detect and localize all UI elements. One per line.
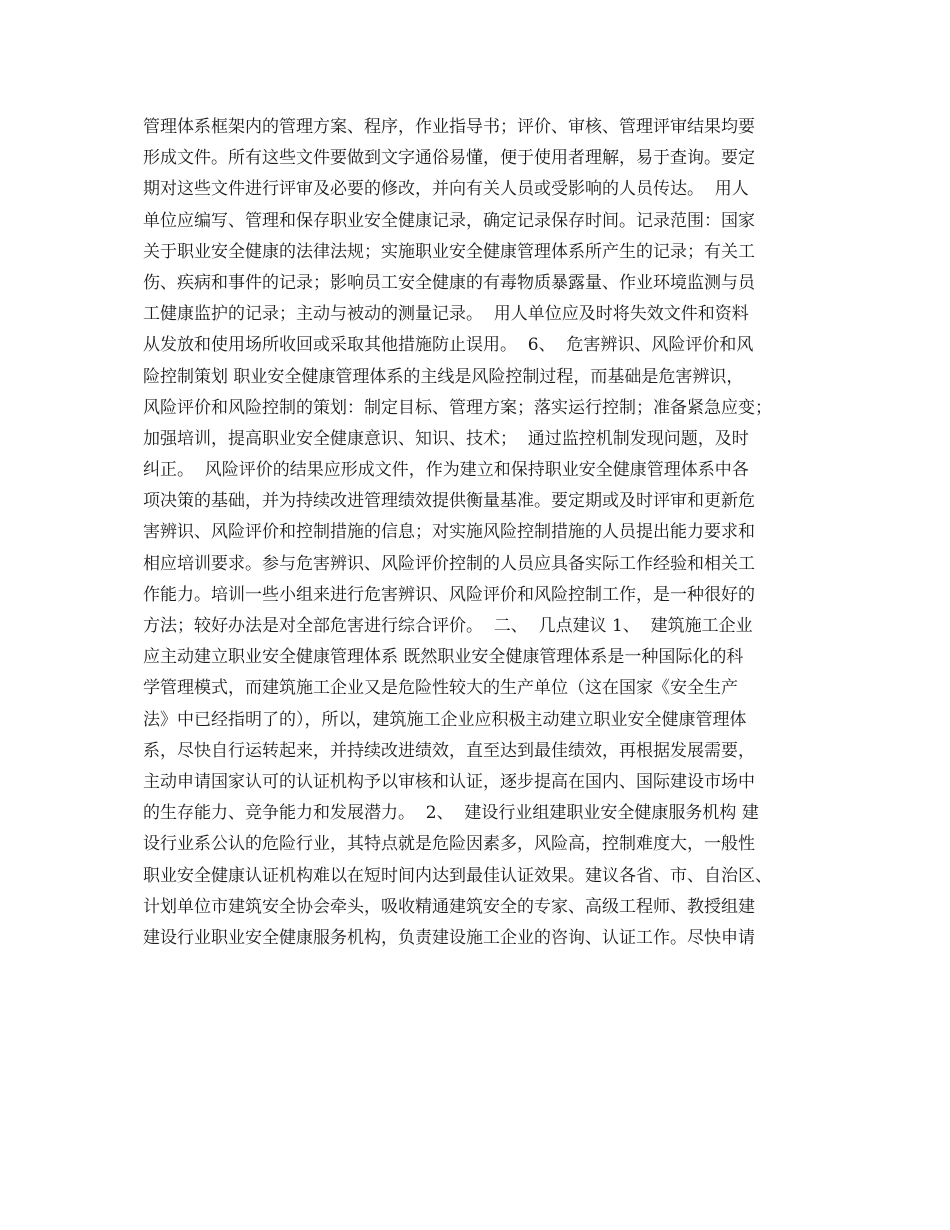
text-line: 伤、疾病和事件的记录；影响员工安全健康的有毒物质暴露量、作业环境监测与员 xyxy=(143,272,755,293)
text-line: 纠正。 风险评价的结果应形成文件，作为建立和保持职业安全健康管理体系中各 xyxy=(143,460,749,481)
text-line: 系，尽快自行运转起来，并持续改进绩效，直至达到最佳绩效，再根据发展需要， xyxy=(143,740,755,761)
text-line: 项决策的基础，并为持续改进管理绩效提供衡量基准。要定期或及时评审和更新危 xyxy=(143,491,755,512)
text-line: 加强培训，提高职业安全健康意识、知识、技术； 通过监控机制发现问题，及时 xyxy=(143,428,749,449)
text-line: 作能力。培训一些小组来进行危害辨识、风险评价和风险控制工作，是一种很好的 xyxy=(143,584,755,605)
text-line: 方法；较好办法是对全部危害进行综合评价。 二、 几点建议 1、 建筑施工企业 xyxy=(143,616,753,636)
text-line: 应主动建立职业安全健康管理体系 既然职业安全健康管理体系是一种国际化的科 xyxy=(143,647,744,668)
text-line: 管理体系框架内的管理方案、程序，作业指导书；评价、审核、管理评审结果均要 xyxy=(143,117,755,137)
text-line: 法》中已经指明了的），所以，建筑施工企业应积极主动建立职业安全健康管理体 xyxy=(143,709,747,730)
text-line: 工健康监护的记录；主动与被动的测量记录。 用人单位应及时将失效文件和资料 xyxy=(143,304,749,325)
text-line: 单位应编写、管理和保存职业安全健康记录，确定记录保存时间。记录范围：国家 xyxy=(143,210,755,231)
text-line: 形成文件。所有这些文件要做到文字通俗易懂，便于使用者理解，易于查询。要定 xyxy=(143,148,755,169)
text-line: 的生存能力、竞争能力和发展潜力。 2、 建设行业组建职业安全健康服务机构 建 xyxy=(143,803,759,824)
text-line: 计划单位市建筑安全协会牵头，吸收精通建筑安全的专家、高级工程师、教授组建 xyxy=(143,896,755,917)
text-line: 主动申请国家认可的认证机构予以审核和认证，逐步提高在国内、国际建设市场中 xyxy=(143,771,755,792)
text-line: 风险评价和风险控制的策划：制定目标、管理方案；落实运行控制；准备紧急应变； xyxy=(143,397,772,418)
text-line: 职业安全健康认证机构难以在短时间内达到最佳认证效果。建议各省、市、自治区、 xyxy=(143,865,772,886)
text-line: 险控制策划 职业安全健康管理体系的主线是风险控制过程，而基础是危害辨识， xyxy=(143,366,744,387)
text-line: 设行业系公认的危险行业，其特点就是危险因素多，风险高，控制难度大，一般性 xyxy=(143,834,755,855)
text-line: 关于职业安全健康的法律法规；实施职业安全健康管理体系所产生的记录；有关工 xyxy=(143,241,755,262)
text-line: 从发放和使用场所收回或采取其他措施防止误用。 6、 危害辨识、风险评价和风 xyxy=(143,335,754,356)
text-line: 建设行业职业安全健康服务机构，负责建设施工企业的咨询、认证工作。尽快申请 xyxy=(143,927,755,948)
text-line: 期对这些文件进行评审及必要的修改，并向有关人员或受影响的人员传达。 用人 xyxy=(143,179,749,200)
body-text xyxy=(143,112,823,954)
text-line: 学管理模式，而建筑施工企业又是危险性较大的生产单位（这在国家《安全生产 xyxy=(143,678,738,699)
text-line: 害辨识、风险评价和控制措施的信息；对实施风险控制措施的人员提出能力要求和 xyxy=(143,522,755,543)
text-line: 相应培训要求。参与危害辨识、风险评价控制的人员应具备实际工作经验和相关工 xyxy=(143,553,755,574)
